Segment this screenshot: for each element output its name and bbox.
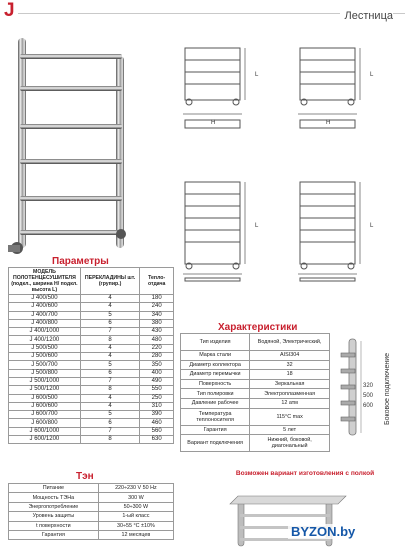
ten-cell: 12 месяцев <box>98 530 173 539</box>
params-row <box>9 386 174 394</box>
params-row <box>9 394 174 402</box>
ten-cell: Энергопотребление <box>9 502 99 511</box>
side-dim-3: 600 <box>363 403 374 409</box>
ten-table <box>8 483 174 540</box>
ten-cell: 300 W <box>98 493 173 502</box>
params-cell: 220 <box>140 344 174 352</box>
params-row <box>9 353 174 361</box>
side-dim-1: 320 <box>363 383 374 389</box>
params-cell: J 600/800 <box>9 419 81 427</box>
params-cell: 250 <box>140 394 174 402</box>
params-row <box>9 436 174 444</box>
specs-cell: Электроплазменная <box>250 389 330 399</box>
params-cell: 6 <box>80 419 140 427</box>
params-row <box>9 311 174 319</box>
params-cell: 5 <box>80 361 140 369</box>
drawing-front-2 <box>298 48 360 128</box>
params-cell: 8 <box>80 336 140 344</box>
dim-L-1: L <box>255 72 259 78</box>
specs-row <box>181 334 330 351</box>
params-cell: J 400/600 <box>9 303 81 311</box>
params-cell: 430 <box>140 328 174 336</box>
params-cell: 8 <box>80 436 140 444</box>
params-cell: 310 <box>140 402 174 410</box>
dim-H-2: H <box>326 120 331 126</box>
brand-watermark: BYZON.by <box>288 524 358 539</box>
specs-cell: 32 <box>250 360 330 370</box>
params-cell: J 600/1000 <box>9 427 81 435</box>
params-cell: 380 <box>140 319 174 327</box>
specs-row <box>181 425 330 435</box>
ten-cell: Уровень защиты <box>9 512 99 521</box>
params-cell: J 500/500 <box>9 344 81 352</box>
side-connection-drawing <box>335 337 385 442</box>
params-row <box>9 328 174 336</box>
params-cell: 550 <box>140 386 174 394</box>
specs-row <box>181 435 330 452</box>
params-cell: 240 <box>140 303 174 311</box>
params-cell: J 600/700 <box>9 411 81 419</box>
params-row <box>9 336 174 344</box>
specs-cell: 115°C max <box>250 408 330 425</box>
params-cell: 6 <box>80 319 140 327</box>
specs-row <box>181 389 330 399</box>
specs-row <box>181 351 330 361</box>
side-connection-label-wrap <box>384 345 398 425</box>
params-cell: 7 <box>80 328 140 336</box>
params-row <box>9 419 174 427</box>
specs-row <box>181 370 330 380</box>
params-row <box>9 402 174 410</box>
ten-cell: Питание <box>9 484 99 493</box>
drawing-front-4 <box>298 182 360 281</box>
params-cell: 350 <box>140 361 174 369</box>
ten-row <box>9 521 174 530</box>
params-row <box>9 427 174 435</box>
params-cell: 5 <box>80 311 140 319</box>
params-cell: 4 <box>80 303 140 311</box>
params-cell: 480 <box>140 336 174 344</box>
ten-cell: 1-ый класс <box>98 512 173 521</box>
series-letter: J <box>4 0 15 21</box>
ten-title: Тэн <box>76 471 94 482</box>
params-cell: 4 <box>80 353 140 361</box>
params-cell: 630 <box>140 436 174 444</box>
dim-L-3: L <box>255 223 259 229</box>
ten-row <box>9 493 174 502</box>
params-cell: 400 <box>140 369 174 377</box>
dim-L-4: L <box>370 223 374 229</box>
params-cell: 7 <box>80 377 140 385</box>
params-row <box>9 344 174 352</box>
drawing-front-1 <box>183 48 245 128</box>
params-row <box>9 361 174 369</box>
specs-cell: Тип изделия <box>181 334 250 351</box>
product-photo <box>8 34 138 259</box>
specs-cell: Нижний, боковой, диагональный <box>250 435 330 452</box>
params-row <box>9 377 174 385</box>
specs-cell: Диаметр коллектора <box>181 360 250 370</box>
params-cell: J 400/1200 <box>9 336 81 344</box>
specs-cell: Поверхность <box>181 379 250 389</box>
params-row <box>9 369 174 377</box>
params-cell: 5 <box>80 411 140 419</box>
params-cell: J 400/1000 <box>9 328 81 336</box>
params-cell: 7 <box>80 427 140 435</box>
drawing-front-3 <box>183 182 245 281</box>
params-cell: 490 <box>140 377 174 385</box>
col-heat-header: Тепло- отдача <box>140 268 174 295</box>
params-cell: 340 <box>140 311 174 319</box>
specs-cell: Зеркальная <box>250 379 330 389</box>
ten-cell: 220÷230 V 50 Hz <box>98 484 173 493</box>
technical-drawings <box>175 42 405 282</box>
params-cell: J 500/1200 <box>9 386 81 394</box>
params-cell: J 500/600 <box>9 353 81 361</box>
params-cell: 8 <box>80 386 140 394</box>
params-table <box>8 267 174 444</box>
ten-cell: 50÷300 W <box>98 502 173 511</box>
specs-row <box>181 408 330 425</box>
specs-cell: Давление рабочее <box>181 398 250 408</box>
specs-table <box>180 333 330 452</box>
dim-L-2: L <box>370 72 374 78</box>
params-cell: J 500/700 <box>9 361 81 369</box>
params-cell: J 400/500 <box>9 295 81 303</box>
ten-cell: Гарантия <box>9 530 99 539</box>
params-cell: J 600/1200 <box>9 436 81 444</box>
params-cell: J 400/800 <box>9 319 81 327</box>
params-cell: 560 <box>140 427 174 435</box>
shelf-photo <box>228 492 348 548</box>
ten-row <box>9 484 174 493</box>
params-cell: 4 <box>80 402 140 410</box>
specs-cell: Тип полировки <box>181 389 250 399</box>
specs-title: Характеристики <box>218 322 298 333</box>
specs-cell: Гарантия <box>181 425 250 435</box>
ten-row <box>9 512 174 521</box>
series-name: Лестница <box>340 10 393 22</box>
specs-cell: 5 лет <box>250 425 330 435</box>
params-row <box>9 411 174 419</box>
params-cell: J 500/1000 <box>9 377 81 385</box>
specs-cell: Марка стали <box>181 351 250 361</box>
params-cell: 4 <box>80 295 140 303</box>
params-cell: J 400/700 <box>9 311 81 319</box>
params-cell: 4 <box>80 394 140 402</box>
ten-cell: 30÷55 °C ±10% <box>98 521 173 530</box>
params-cell: 6 <box>80 369 140 377</box>
specs-cell: 18 <box>250 370 330 380</box>
params-row <box>9 295 174 303</box>
col-model-header: МОДЕЛЬ ПОЛОТЕНЦЕСУШИТЕЛЯ (подкл., ширина H/ подкл. высота L) <box>9 268 81 295</box>
specs-cell: AISI304 <box>250 351 330 361</box>
specs-cell: Вариант подключения <box>181 435 250 452</box>
shelf-title: Возможен вариант изготовления с полкой <box>235 470 375 477</box>
params-cell: 4 <box>80 344 140 352</box>
params-cell: 280 <box>140 353 174 361</box>
side-connection-label: Боковое подключение <box>384 352 391 425</box>
specs-cell: 12 атм <box>250 398 330 408</box>
ten-cell: Мощность ТЭНа <box>9 493 99 502</box>
params-cell: J 500/800 <box>9 369 81 377</box>
params-title: Параметры <box>52 256 109 267</box>
side-dim-2: 500 <box>363 393 374 399</box>
specs-row <box>181 360 330 370</box>
ten-row <box>9 502 174 511</box>
dim-H-1: H <box>211 120 216 126</box>
ten-cell: t поверхности <box>9 521 99 530</box>
specs-cell: Водяной, Электрический, <box>250 334 330 351</box>
params-cell: J 600/500 <box>9 394 81 402</box>
params-cell: 460 <box>140 419 174 427</box>
params-cell: J 600/600 <box>9 402 81 410</box>
params-row <box>9 303 174 311</box>
params-cell: 180 <box>140 295 174 303</box>
col-bars-header: ПЕРЕКЛАДИНЫ шт. (групир.) <box>80 268 140 295</box>
specs-row <box>181 398 330 408</box>
params-cell: 390 <box>140 411 174 419</box>
ten-row <box>9 530 174 539</box>
specs-row <box>181 379 330 389</box>
params-row <box>9 319 174 327</box>
specs-cell: Диаметр перемычки <box>181 370 250 380</box>
specs-cell: Температура теплоносителя <box>181 408 250 425</box>
